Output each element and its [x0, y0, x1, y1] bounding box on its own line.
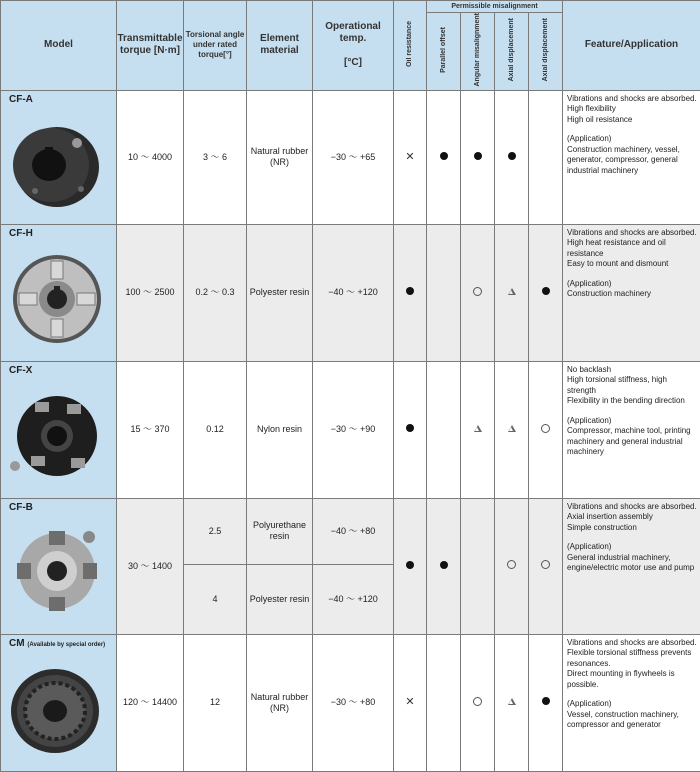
feature-cell: [563, 361, 700, 498]
header-torsional-angle: Torsional angle under rated torque[°]: [184, 1, 247, 91]
feature-cell: [563, 90, 700, 224]
model-name: CF-X: [1, 362, 116, 376]
application-label: (Application): [567, 279, 697, 290]
header-feature-application: Feature/Application: [563, 1, 700, 91]
application-text: Compressor, machine tool, printing machinery and general industrial machinery: [567, 426, 697, 458]
angle-cell: 3 ～ 6: [184, 90, 247, 224]
table-row-cf-x: [1, 361, 700, 498]
feature-line: High torsional stiffness, high strength: [567, 375, 697, 396]
coupling-image-cm: [1, 651, 116, 764]
feature-line: Easy to mount and dismount: [567, 259, 697, 270]
feature-line: Vibrations and shocks are absorbed.: [567, 638, 697, 649]
mis1-mark-cell: [427, 634, 461, 771]
table-row-cm: [1, 634, 700, 771]
mis1-mark-cell: [427, 224, 461, 361]
cross-mark-icon: ✕: [405, 696, 414, 708]
filled-dot-icon: [508, 152, 516, 160]
model-cell: [1, 498, 117, 634]
table-row-cf-h: [1, 224, 700, 361]
header-misalignment-1: [427, 13, 461, 91]
mis2-mark-cell: [461, 90, 495, 224]
triangle-icon: [508, 288, 516, 295]
feature-line: High heat resistance and oil resistance: [567, 238, 697, 259]
mis4-mark-cell: [529, 634, 563, 771]
oil-mark-cell: [394, 224, 427, 361]
mis3-mark-cell: [495, 634, 529, 771]
header-mis4-label: Axial displacement: [542, 18, 550, 81]
header-mis2-label: Angular misalignment: [474, 13, 482, 87]
application-label: (Application): [567, 416, 697, 427]
header-operational-temp: [313, 1, 394, 91]
mis3-mark-cell: [495, 361, 529, 498]
mis1-mark-cell: [427, 361, 461, 498]
filled-dot-icon: [406, 287, 414, 295]
header-torque: Transmittable torque [N·m]: [117, 1, 184, 91]
feature-line: High flexibility: [567, 104, 697, 115]
open-circle-icon: [507, 560, 516, 569]
header-model: Model: [1, 1, 117, 91]
angle-cell: 4: [184, 564, 247, 634]
header-misalignment-2: [461, 13, 495, 91]
torque-cell: 30 ～ 1400: [117, 498, 184, 634]
header-element-material: Element material: [247, 1, 313, 91]
feature-line: Vibrations and shocks are absorbed.: [567, 502, 697, 513]
model-cell: [1, 634, 117, 771]
triangle-icon: [474, 425, 482, 432]
header-oil-label: Oil resistance: [406, 21, 414, 67]
mis3-mark-cell: [495, 224, 529, 361]
coupling-image-cf-h: [1, 239, 116, 352]
application-text: General industrial machinery, engine/electric motor use and pump: [567, 553, 697, 574]
open-circle-icon: [473, 287, 482, 296]
table-row-cf-b: [1, 498, 700, 564]
material-cell: Natural rubber (NR): [247, 90, 313, 224]
mis3-mark-cell: [495, 498, 529, 634]
material-cell: Polyester resin: [247, 564, 313, 634]
filled-dot-icon: [542, 697, 550, 705]
feature-line: Vibrations and shocks are absorbed.: [567, 228, 697, 239]
model-name: CF-B: [1, 499, 116, 513]
header-misalignment-4: [529, 13, 563, 91]
coupling-image-cf-a: [1, 105, 116, 218]
material-cell: Nylon resin: [247, 361, 313, 498]
material-cell: Polyurethane resin: [247, 498, 313, 564]
header-oil-resistance: [394, 1, 427, 91]
header-mis1-label: Parallel offset: [440, 27, 448, 73]
open-circle-icon: [473, 697, 482, 706]
application-text: Vessel, construction machinery, compressor and generator: [567, 710, 697, 731]
material-cell: Natural rubber (NR): [247, 634, 313, 771]
mis4-mark-cell: [529, 498, 563, 634]
feature-cell: [563, 634, 700, 771]
model-name: CF-H: [1, 225, 116, 239]
temp-cell: −30 ～ +80: [313, 634, 394, 771]
coupling-image-cf-b: [1, 513, 116, 626]
mis1-mark-cell: [427, 90, 461, 224]
mis2-mark-cell: [461, 498, 495, 634]
temp-cell: −30 ～ +90: [313, 361, 394, 498]
triangle-icon: [508, 698, 516, 705]
angle-cell: 0.12: [184, 361, 247, 498]
material-cell: Polyester resin: [247, 224, 313, 361]
temp-cell: −30 ～ +65: [313, 90, 394, 224]
feature-cell: [563, 498, 700, 634]
mis2-mark-cell: [461, 224, 495, 361]
mis2-mark-cell: [461, 634, 495, 771]
filled-dot-icon: [542, 287, 550, 295]
feature-line: No backlash: [567, 365, 697, 376]
feature-line: Simple construction: [567, 523, 697, 534]
feature-line: Direct mounting in flywheels is possible.: [567, 669, 697, 690]
filled-dot-icon: [440, 152, 448, 160]
open-circle-icon: [541, 424, 550, 433]
table-row-cf-a: [1, 90, 700, 224]
filled-dot-icon: [440, 561, 448, 569]
model-cell: [1, 90, 117, 224]
coupling-image-cf-x: [1, 376, 116, 489]
model-name-text: CM: [9, 638, 25, 649]
angle-cell: 12: [184, 634, 247, 771]
mis4-mark-cell: [529, 361, 563, 498]
torque-cell: 120 ～ 14400: [117, 634, 184, 771]
model-note: (Available by special order): [27, 642, 105, 648]
feature-line: Vibrations and shocks are absorbed.: [567, 94, 697, 105]
filled-dot-icon: [406, 561, 414, 569]
header-mis3-label: Axial displacement: [508, 18, 516, 81]
application-text: Construction machinery: [567, 289, 697, 300]
open-circle-icon: [541, 560, 550, 569]
cross-mark-icon: ✕: [405, 151, 414, 163]
model-name: CF-A: [1, 91, 116, 105]
application-label: (Application): [567, 542, 697, 553]
feature-line: Axial insertion assembly: [567, 512, 697, 523]
temp-cell: −40 ～ +120: [313, 224, 394, 361]
temp-cell: −40 ～ +80: [313, 498, 394, 564]
oil-mark-cell: [394, 634, 427, 771]
feature-cell: [563, 224, 700, 361]
oil-mark-cell: [394, 90, 427, 224]
mis4-mark-cell: [529, 224, 563, 361]
header-temp-line2: [°C]: [344, 57, 362, 68]
feature-line: Flexible torsional stiffness prevents resonances.: [567, 648, 697, 669]
filled-dot-icon: [474, 152, 482, 160]
model-name: [1, 635, 116, 651]
feature-line: High oil resistance: [567, 115, 697, 126]
filled-dot-icon: [406, 424, 414, 432]
application-label: (Application): [567, 134, 697, 145]
application-text: Construction machinery, vessel, generator, compressor, general industrial machinery: [567, 145, 697, 177]
angle-cell: 0.2 ～ 0.3: [184, 224, 247, 361]
mis3-mark-cell: [495, 90, 529, 224]
torque-cell: 100 ～ 2500: [117, 224, 184, 361]
mis1-mark-cell: [427, 498, 461, 634]
model-cell: [1, 224, 117, 361]
feature-line: Flexibility in the bending direction: [567, 396, 697, 407]
header-permissible-misalignment: Permissible misalignment: [427, 1, 563, 13]
header-misalignment-3: [495, 13, 529, 91]
application-label: (Application): [567, 699, 697, 710]
angle-cell: 2.5: [184, 498, 247, 564]
triangle-icon: [508, 425, 516, 432]
model-cell: [1, 361, 117, 498]
mis4-mark-cell: [529, 90, 563, 224]
temp-cell: −40 ～ +120: [313, 564, 394, 634]
mis2-mark-cell: [461, 361, 495, 498]
header-temp-line1: Operational temp.: [325, 21, 381, 44]
oil-mark-cell: [394, 361, 427, 498]
oil-mark-cell: [394, 498, 427, 634]
torque-cell: 15 ～ 370: [117, 361, 184, 498]
torque-cell: 10 ～ 4000: [117, 90, 184, 224]
